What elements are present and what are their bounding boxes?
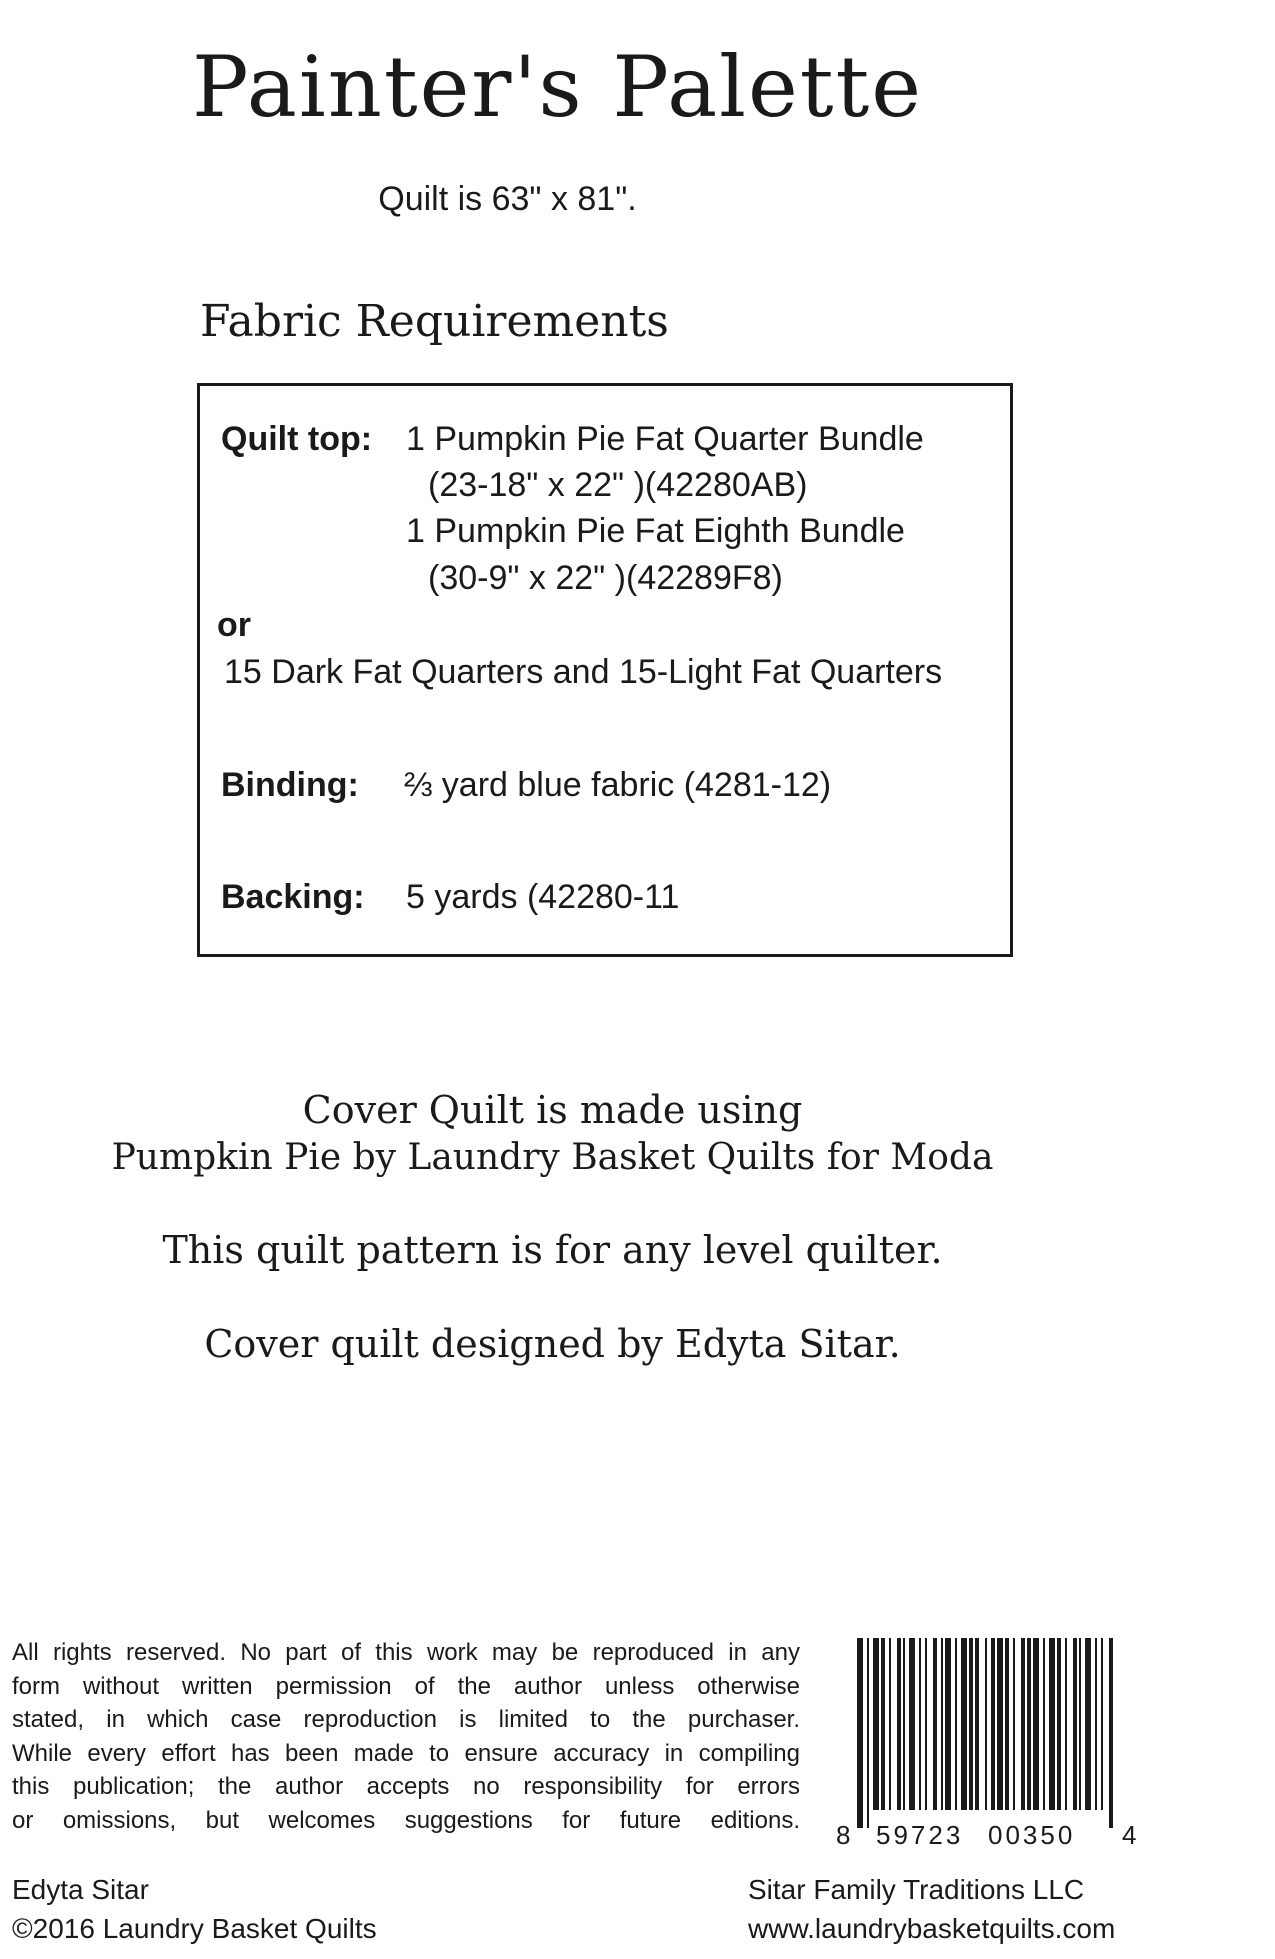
- barcode-icon: [857, 1638, 1113, 1828]
- rights-notice: [12, 1636, 800, 1837]
- cover-quilt-line-2: Pumpkin Pie by Laundry Basket Quilts for Moda: [111, 1137, 994, 1178]
- rights-line: All rights reserved. No part of this work may be reproduced in any: [12, 1639, 800, 1666]
- quilt-top-label: Quilt top:: [221, 420, 373, 458]
- rights-line: form without written permission of the author unless otherwise: [12, 1672, 800, 1700]
- quilt-top-line-3: 1 Pumpkin Pie Fat Eighth Bundle: [406, 512, 905, 550]
- cover-quilt-line-1: Cover Quilt is made using: [302, 1088, 803, 1132]
- website-url: www.laundrybasketquilts.com: [748, 1913, 1116, 1944]
- quilt-top-line-1: 1 Pumpkin Pie Fat Quarter Bundle: [406, 420, 924, 458]
- or-label: or: [217, 606, 251, 644]
- barcode-digits-right: 00350: [988, 1820, 1076, 1850]
- backing-value: 5 yards (42280-11: [406, 878, 680, 916]
- backing-label: Backing:: [221, 878, 365, 916]
- author-name: Edyta Sitar: [12, 1874, 149, 1905]
- copyright-line: ©2016 Laundry Basket Quilts: [12, 1913, 377, 1944]
- quilt-top-line-2: (23-18" x 22" )(42280AB): [428, 466, 808, 504]
- quilt-size: Quilt is 63" x 81".: [378, 180, 637, 218]
- quilt-top-line-4: (30-9" x 22" )(42289F8): [428, 559, 783, 597]
- rights-line: While every effort has been made to ensure accuracy in compiling: [12, 1739, 800, 1767]
- company-name: Sitar Family Traditions LLC: [748, 1874, 1085, 1905]
- rights-line: or omissions, but welcomes suggestions for future editions.: [12, 1806, 800, 1834]
- rights-line: this publication; the author accepts no responsibility for errors: [12, 1773, 800, 1800]
- binding-label: Binding:: [221, 766, 359, 804]
- barcode-digit-check: 4: [1122, 1820, 1140, 1850]
- barcode-digit-lead: 8: [836, 1820, 854, 1850]
- quilter-level-note: This quilt pattern is for any level quilter.: [162, 1228, 943, 1272]
- barcode-digits-left: 59723: [876, 1820, 964, 1850]
- binding-value: ⅔ yard blue fabric (4281-12): [404, 766, 832, 804]
- designer-credit: Cover quilt designed by Edyta Sitar.: [204, 1322, 901, 1366]
- fabric-requirements-heading: Fabric Requirements: [200, 296, 669, 347]
- alternative-fabric-line: 15 Dark Fat Quarters and 15-Light Fat Quarters: [224, 653, 943, 691]
- rights-line: stated, in which case reproduction is limited to the purchaser.: [12, 1706, 800, 1733]
- page-title: Painter's Palette: [192, 38, 923, 136]
